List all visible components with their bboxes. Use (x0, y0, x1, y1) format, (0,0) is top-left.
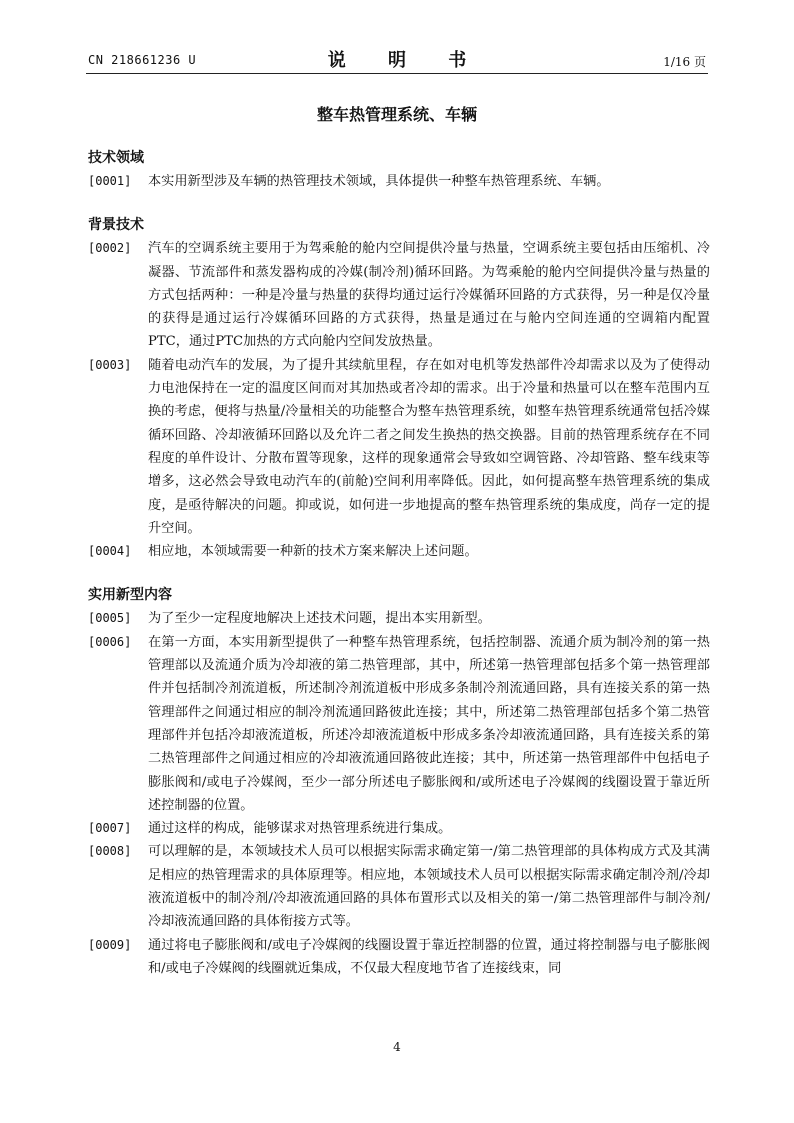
paragraph-text: 相应地，本领域需要一种新的技术方案来解决上述问题。 (148, 544, 478, 560)
paragraph-number: [0008] (88, 844, 132, 859)
section-technical-field (88, 146, 710, 193)
paragraph (88, 934, 710, 981)
paragraph-text: 通过这样的构成，能够谋求对热管理系统进行集成。 (148, 821, 452, 837)
paragraph (88, 170, 710, 193)
patent-number: CN 218661236 U (88, 53, 197, 67)
paragraph-number: [0005] (88, 611, 132, 626)
section-background (88, 213, 710, 563)
paragraph (88, 354, 710, 540)
paragraph-text: 随着电动汽车的发展，为了提升其续航里程，存在如对电机等发热部件冷却需求以及为了使得动力电池保持在一定的温度区间而对其加热或者冷却的需求。出于冷量和热量可以在整车范围内互换的考虑，便将与热量/冷量相关的功能整合为整车热管理系统，如整车热管理系统通常包括冷媒循环回路、冷却液循环回路以及允许二者之间发生换热的热交换器。目前的热管理系统存在不同程度的单件设计、分散布置等现象，这样的现象通常会导致如空调管路、冷却管路、整车线束等增多，这必然会导致电动汽车的(前舱)空间利用率降低。因此，如何提高整车热管理系统的集成度，是亟待解决的问题。抑或说，如何进一步地提高的整车热管理系统的集成度，尚存一定的提升空间。 (148, 357, 710, 536)
paragraph-text: 为了至少一定程度地解决上述技术问题，提出本实用新型。 (148, 611, 491, 627)
paragraph-text: 可以理解的是，本领域技术人员可以根据实际需求确定第一/第二热管理部的具体构成方式及其满足相应的热管理需求的具体原理等。相应地，本领域技术人员可以根据实际需求确定制冷剂/冷却液流道板中的制冷剂/冷却液流通回路的具体布置形式以及相关的第一/第二热管理部件与制冷剂/冷却液流通回路的具体衔接方式等。 (148, 844, 710, 930)
paragraph (88, 237, 710, 353)
section-heading: 背景技术 (88, 217, 144, 234)
document-body (88, 146, 710, 980)
section-heading: 实用新型内容 (88, 587, 172, 604)
document-title: 整车热管理系统、车辆 (316, 105, 477, 124)
document-type: 说 明 书 (327, 50, 485, 71)
paragraph-number: [0007] (88, 821, 132, 836)
paragraph-text: 汽车的空调系统主要用于为驾乘舱的舱内空间提供冷量与热量，空调系统主要包括由压缩机、冷凝器、节流部件和蒸发器构成的冷媒(制冷剂)循环回路。为驾乘舱的舱内空间提供冷量与热量的方式包括两种：一种是冷量与热量的获得均通过运行冷媒循环回路的方式获得，另一种是仅冷量的获得是通过运行冷媒循环回路的方式获得，热量是通过在与舱内空间连通的空调箱内配置PTC，通过PTC加热的方式向舱内空间发放热量。 (148, 241, 710, 350)
paragraph-number: [0006] (88, 634, 132, 649)
paragraph (88, 840, 710, 933)
paragraph-number: [0002] (88, 241, 132, 256)
paragraph-text: 在第一方面，本实用新型提供了一种整车热管理系统，包括控制器、流通介质为制冷剂的第一热管理部以及流通介质为冷却液的第二热管理部，其中，所述第一热管理部包括多个第一热管理部件并包括制冷剂流道板，所述制冷剂流道板中形成多条制冷剂流通回路，具有连接关系的第一热管理部件之间通过相应的制冷剂流通回路彼此连接；其中，所述第二热管理部包括多个第二热管理部件并包括冷却液流道板，所述冷却液流道板中形成多条冷却液流通回路，具有连接关系的第二热管理部件之间通过相应的冷却液流通回路彼此连接；其中，所述第一热管理部件中包括电子膨胀阀和/或电子冷媒阀，至少一部分所述电子膨胀阀和/或所述电子冷媒阀的线圈设置于靠近所述控制器的位置。 (148, 634, 710, 813)
paragraph (88, 607, 710, 630)
section-utility-model-content (88, 583, 710, 980)
paragraph-text: 通过将电子膨胀阀和/或电子冷媒阀的线圈设置于靠近控制器的位置，通过将控制器与电子膨胀阀和/或电子冷媒阀的线圈就近集成，不仅最大程度地节省了连接线束，同 (148, 937, 710, 976)
paragraph-number: [0004] (88, 544, 132, 559)
header-divider (86, 73, 708, 74)
paragraph (88, 817, 710, 840)
page-info: 1/16 页 (663, 55, 706, 69)
paragraph-number: [0003] (88, 357, 132, 372)
paragraph-number: [0009] (88, 937, 132, 952)
page-number: 4 (393, 1040, 401, 1054)
paragraph-text: 本实用新型涉及车辆的热管理技术领域，具体提供一种整车热管理系统、车辆。 (148, 174, 610, 189)
paragraph-number: [0001] (88, 174, 132, 188)
paragraph (88, 631, 710, 817)
paragraph (88, 540, 710, 563)
section-heading: 技术领域 (88, 150, 144, 166)
